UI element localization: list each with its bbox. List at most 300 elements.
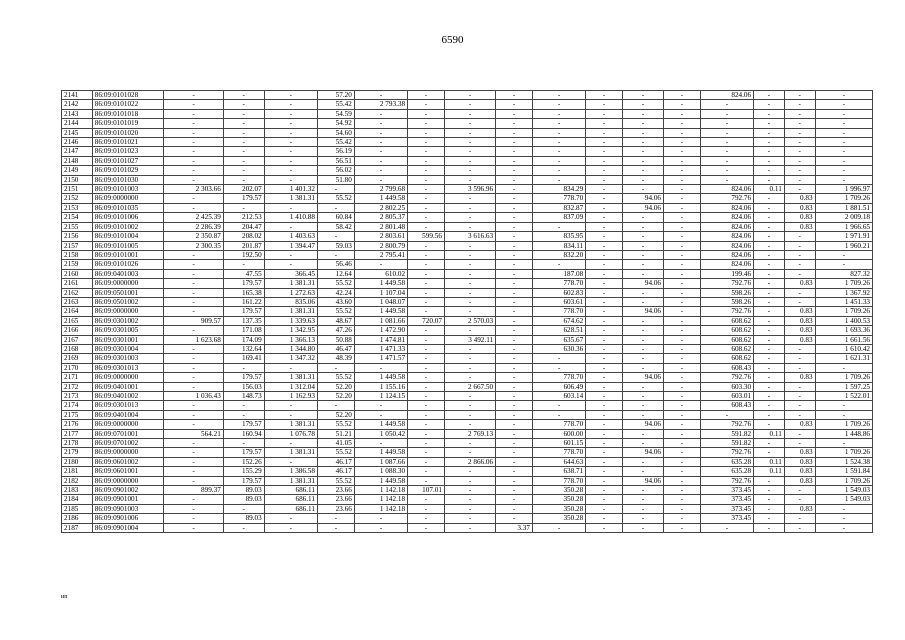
value-cell: - (754, 307, 785, 316)
value-cell: - (623, 495, 664, 504)
value-cell: - (444, 156, 495, 165)
value-cell: - (264, 439, 317, 448)
value-cell: 1 522.01 (815, 392, 872, 401)
cadastral-number-cell: 86:09:0301005 (92, 326, 164, 335)
value-cell: - (164, 504, 223, 513)
value-cell: - (164, 307, 223, 316)
value-cell: - (586, 119, 623, 128)
value-cell: 0.83 (784, 279, 815, 288)
value-cell: - (444, 410, 495, 419)
value-cell: - (664, 504, 701, 513)
value-cell: - (444, 401, 495, 410)
value-cell: - (354, 260, 407, 269)
cadastral-number-cell: 86:09:0101020 (92, 128, 164, 137)
value-cell: - (164, 297, 223, 306)
value-cell: - (444, 467, 495, 476)
row-number-cell: 2146 (62, 138, 93, 147)
table-row (62, 344, 873, 353)
cadastral-number-cell: 86:09:0901003 (92, 504, 164, 513)
value-cell: 792.76 (700, 448, 753, 457)
value-cell: - (408, 166, 445, 175)
value-cell: - (164, 448, 223, 457)
value-cell: - (754, 119, 785, 128)
value-cell: - (815, 410, 872, 419)
value-cell: 824.06 (700, 250, 753, 259)
value-cell: 792.76 (700, 279, 753, 288)
value-cell: - (623, 269, 664, 278)
cadastral-number-cell: 86:09:0101029 (92, 166, 164, 175)
value-cell: 373.45 (700, 486, 753, 495)
value-cell: - (784, 250, 815, 259)
value-cell: - (586, 232, 623, 241)
cadastral-number-cell: 86:09:0101028 (92, 91, 164, 100)
table-row (62, 100, 873, 109)
table-row (62, 495, 873, 504)
value-cell: - (623, 241, 664, 250)
value-cell: 0.83 (784, 307, 815, 316)
value-cell: 1 623.68 (164, 335, 223, 344)
value-cell: 674.62 (532, 316, 585, 325)
value-cell: - (354, 363, 407, 372)
page-number: 6590 (441, 34, 464, 46)
table-row (62, 448, 873, 457)
value-cell: - (164, 523, 223, 532)
value-cell: - (444, 109, 495, 118)
value-cell: - (700, 147, 753, 156)
value-cell: 824.06 (700, 185, 753, 194)
value-cell: 608.62 (700, 354, 753, 363)
value-cell: 792.76 (700, 420, 753, 429)
value-cell: 638.71 (532, 467, 585, 476)
value-cell: - (496, 373, 533, 382)
value-cell: - (496, 260, 533, 269)
value-cell: 1 449.58 (354, 279, 407, 288)
value-cell: 1 036.43 (164, 392, 223, 401)
table-row (62, 316, 873, 325)
value-cell: 1 381.31 (264, 194, 317, 203)
value-cell: 1 381.31 (264, 307, 317, 316)
value-cell: - (164, 260, 223, 269)
cadastral-number-cell: 86:09:0000000 (92, 448, 164, 457)
value-cell: 51.21 (317, 429, 354, 438)
value-cell: 2 805.37 (354, 213, 407, 222)
table-row (62, 363, 873, 372)
value-cell: 1 401.32 (264, 185, 317, 194)
value-cell: - (784, 166, 815, 175)
value-cell: 608.62 (700, 344, 753, 353)
row-number-cell: 2164 (62, 307, 93, 316)
value-cell: 1 124.15 (354, 392, 407, 401)
value-cell: 192.50 (223, 250, 264, 259)
value-cell: - (444, 260, 495, 269)
value-cell: - (223, 363, 264, 372)
value-cell: - (815, 128, 872, 137)
value-cell: - (623, 166, 664, 175)
table-row (62, 467, 873, 476)
row-number-cell: 2145 (62, 128, 93, 137)
cadastral-number-cell: 86:09:0101019 (92, 119, 164, 128)
value-cell: - (664, 335, 701, 344)
value-cell: - (664, 495, 701, 504)
table-row (62, 128, 873, 137)
table-row (62, 119, 873, 128)
value-cell: 51.80 (317, 175, 354, 184)
value-cell: - (408, 260, 445, 269)
value-cell: 1 367.92 (815, 288, 872, 297)
value-cell: - (164, 119, 223, 128)
table-row (62, 203, 873, 212)
value-cell: - (664, 486, 701, 495)
value-cell: - (164, 156, 223, 165)
value-cell: - (496, 213, 533, 222)
value-cell: - (784, 138, 815, 147)
value-cell: 608.62 (700, 335, 753, 344)
value-cell: - (664, 429, 701, 438)
value-cell: - (754, 175, 785, 184)
table-row (62, 156, 873, 165)
value-cell: 54.92 (317, 119, 354, 128)
value-cell: - (623, 185, 664, 194)
value-cell: - (784, 269, 815, 278)
value-cell: - (264, 363, 317, 372)
cadastral-number-cell: 86:09:0101035 (92, 203, 164, 212)
row-number-cell: 2183 (62, 486, 93, 495)
value-cell: - (408, 156, 445, 165)
value-cell: - (664, 392, 701, 401)
value-cell: - (586, 128, 623, 137)
value-cell: - (700, 410, 753, 419)
value-cell: 89.03 (223, 495, 264, 504)
value-cell: 778.70 (532, 194, 585, 203)
value-cell: - (784, 297, 815, 306)
value-cell: 366.45 (264, 269, 317, 278)
value-cell: 778.70 (532, 476, 585, 485)
value-cell: 47.55 (223, 269, 264, 278)
value-cell: - (586, 504, 623, 513)
value-cell: - (223, 166, 264, 175)
value-cell: 1 610.42 (815, 344, 872, 353)
row-number-cell: 2169 (62, 354, 93, 363)
value-cell: - (164, 194, 223, 203)
table-row (62, 138, 873, 147)
value-cell: 610.02 (354, 269, 407, 278)
row-number-cell: 2170 (62, 363, 93, 372)
value-cell: - (664, 307, 701, 316)
value-cell: 1 449.58 (354, 194, 407, 203)
value-cell: - (496, 486, 533, 495)
cadastral-number-cell: 86:09:0501001 (92, 288, 164, 297)
value-cell: 602.83 (532, 288, 585, 297)
value-cell: - (223, 203, 264, 212)
value-cell: - (586, 486, 623, 495)
value-cell: - (784, 232, 815, 241)
value-cell: - (408, 288, 445, 297)
value-cell: - (623, 156, 664, 165)
value-cell: - (586, 185, 623, 194)
value-cell: 2 803.61 (354, 232, 407, 241)
value-cell: - (754, 486, 785, 495)
value-cell: - (586, 222, 623, 231)
value-cell: - (164, 410, 223, 419)
value-cell: - (496, 91, 533, 100)
value-cell: 1 449.58 (354, 307, 407, 316)
table-row (62, 250, 873, 259)
value-cell: - (664, 194, 701, 203)
value-cell: - (317, 523, 354, 532)
value-cell: 94.06 (623, 448, 664, 457)
value-cell: 41.05 (317, 439, 354, 448)
value-cell: - (408, 279, 445, 288)
value-cell: - (754, 147, 785, 156)
value-cell: - (496, 194, 533, 203)
value-cell: - (784, 241, 815, 250)
value-cell: 824.06 (700, 260, 753, 269)
value-cell: - (586, 401, 623, 410)
value-cell: - (664, 279, 701, 288)
value-cell: - (164, 100, 223, 109)
value-cell: - (664, 523, 701, 532)
value-cell: - (408, 373, 445, 382)
value-cell: - (532, 410, 585, 419)
row-number-cell: 2177 (62, 429, 93, 438)
value-cell: 0.11 (754, 185, 785, 194)
value-cell: - (354, 410, 407, 419)
value-cell: - (815, 147, 872, 156)
value-cell: 564.21 (164, 429, 223, 438)
value-cell: 212.53 (223, 213, 264, 222)
value-cell: - (408, 439, 445, 448)
value-cell: 23.66 (317, 504, 354, 513)
value-cell: - (408, 269, 445, 278)
value-cell: 179.57 (223, 194, 264, 203)
value-cell: - (586, 147, 623, 156)
value-cell: - (444, 269, 495, 278)
value-cell: - (623, 213, 664, 222)
value-cell: 179.57 (223, 307, 264, 316)
value-cell: - (164, 373, 223, 382)
cadastral-number-cell: 86:09:0000000 (92, 279, 164, 288)
value-cell: 1 996.97 (815, 185, 872, 194)
cadastral-number-cell: 86:09:0401002 (92, 392, 164, 401)
value-cell: - (700, 175, 753, 184)
value-cell: 179.57 (223, 373, 264, 382)
value-cell: - (444, 213, 495, 222)
value-cell: - (586, 457, 623, 466)
value-cell: 148.73 (223, 392, 264, 401)
value-cell: 1 339.63 (264, 316, 317, 325)
value-cell: - (223, 100, 264, 109)
value-cell: - (784, 363, 815, 372)
value-cell: - (623, 232, 664, 241)
row-number-cell: 2172 (62, 382, 93, 391)
value-cell: 824.06 (700, 241, 753, 250)
value-cell: - (784, 147, 815, 156)
value-cell: - (664, 382, 701, 391)
value-cell: - (496, 429, 533, 438)
value-cell: 50.88 (317, 335, 354, 344)
row-number-cell: 2157 (62, 241, 93, 250)
value-cell: 199.46 (700, 269, 753, 278)
value-cell: 54.59 (317, 109, 354, 118)
value-cell: - (700, 109, 753, 118)
value-cell: - (623, 344, 664, 353)
cadastral-number-cell: 86:09:0901006 (92, 514, 164, 523)
value-cell: - (586, 269, 623, 278)
value-cell: - (317, 203, 354, 212)
value-cell: - (223, 91, 264, 100)
value-cell: - (354, 91, 407, 100)
value-cell: - (623, 457, 664, 466)
value-cell: 835.95 (532, 232, 585, 241)
value-cell: - (754, 194, 785, 203)
value-cell: 12.64 (317, 269, 354, 278)
value-cell: - (317, 185, 354, 194)
cadastral-number-cell: 86:09:0101030 (92, 175, 164, 184)
row-number-cell: 2186 (62, 514, 93, 523)
value-cell: - (223, 175, 264, 184)
value-cell: - (623, 288, 664, 297)
value-cell: - (623, 316, 664, 325)
value-cell: - (754, 138, 785, 147)
value-cell: - (754, 373, 785, 382)
value-cell: - (264, 91, 317, 100)
row-number-cell: 2155 (62, 222, 93, 231)
value-cell: - (496, 514, 533, 523)
value-cell: 94.06 (623, 307, 664, 316)
value-cell: - (815, 504, 872, 513)
row-number-cell: 2185 (62, 504, 93, 513)
cadastral-number-cell: 86:09:0000000 (92, 373, 164, 382)
value-cell: - (496, 401, 533, 410)
value-cell: - (164, 128, 223, 137)
value-cell: - (815, 250, 872, 259)
row-number-cell: 2149 (62, 166, 93, 175)
value-cell: - (623, 100, 664, 109)
value-cell: 1 366.13 (264, 335, 317, 344)
row-number-cell: 2180 (62, 457, 93, 466)
value-cell: 54.60 (317, 128, 354, 137)
value-cell: - (264, 138, 317, 147)
value-cell: 0.83 (784, 213, 815, 222)
value-cell: - (664, 354, 701, 363)
value-cell: - (496, 448, 533, 457)
value-cell: 1 142.18 (354, 486, 407, 495)
value-cell: - (754, 297, 785, 306)
value-cell: - (223, 128, 264, 137)
value-cell: 187.08 (532, 269, 585, 278)
value-cell: - (754, 448, 785, 457)
value-cell: 1 381.31 (264, 279, 317, 288)
value-cell: - (444, 222, 495, 231)
value-cell: 107.01 (408, 486, 445, 495)
value-cell: - (496, 166, 533, 175)
value-cell: - (586, 194, 623, 203)
value-cell: 160.94 (223, 429, 264, 438)
value-cell: - (586, 420, 623, 429)
value-cell: 1 471.57 (354, 354, 407, 363)
value-cell: - (815, 401, 872, 410)
value-cell: - (532, 354, 585, 363)
value-cell: - (164, 344, 223, 353)
value-cell: - (586, 100, 623, 109)
value-cell: 834.11 (532, 241, 585, 250)
value-cell: - (444, 523, 495, 532)
value-cell: - (754, 476, 785, 485)
row-number-cell: 2176 (62, 420, 93, 429)
value-cell: - (164, 420, 223, 429)
value-cell: - (496, 439, 533, 448)
row-number-cell: 2144 (62, 119, 93, 128)
value-cell: 171.08 (223, 326, 264, 335)
value-cell: - (444, 392, 495, 401)
row-number-cell: 2182 (62, 476, 93, 485)
value-cell: - (496, 307, 533, 316)
value-cell: - (664, 232, 701, 241)
value-cell: - (664, 128, 701, 137)
value-cell: - (264, 457, 317, 466)
value-cell: - (264, 514, 317, 523)
table-row (62, 457, 873, 466)
value-cell: - (586, 297, 623, 306)
value-cell: 152.26 (223, 457, 264, 466)
value-cell: 47.26 (317, 326, 354, 335)
value-cell: - (354, 514, 407, 523)
value-cell: 1 155.16 (354, 382, 407, 391)
table-row (62, 91, 873, 100)
value-cell: - (586, 439, 623, 448)
value-cell: - (444, 344, 495, 353)
value-cell: - (754, 363, 785, 372)
table-row (62, 392, 873, 401)
value-cell: - (586, 429, 623, 438)
row-number-cell: 2181 (62, 467, 93, 476)
value-cell: - (623, 119, 664, 128)
value-cell: - (664, 401, 701, 410)
value-cell: - (164, 514, 223, 523)
value-cell: - (623, 109, 664, 118)
cadastral-number-cell: 86:09:0101003 (92, 185, 164, 194)
value-cell: - (264, 166, 317, 175)
value-cell: 59.03 (317, 241, 354, 250)
value-cell: 2 866.06 (444, 457, 495, 466)
value-cell: 827.32 (815, 269, 872, 278)
value-cell: - (164, 467, 223, 476)
value-cell: 1 451.33 (815, 297, 872, 306)
value-cell: - (623, 401, 664, 410)
value-cell: 46.17 (317, 467, 354, 476)
value-cell: 1 693.36 (815, 326, 872, 335)
row-number-cell: 2153 (62, 203, 93, 212)
value-cell: 204.47 (223, 222, 264, 231)
value-cell: 3 616.63 (444, 232, 495, 241)
value-cell: - (532, 260, 585, 269)
value-cell: 608.43 (700, 363, 753, 372)
value-cell: 792.76 (700, 373, 753, 382)
value-cell: 2 009.18 (815, 213, 872, 222)
value-cell: - (784, 119, 815, 128)
value-cell: 2 769.13 (444, 429, 495, 438)
value-cell: - (754, 288, 785, 297)
row-number-cell: 2179 (62, 448, 93, 457)
value-cell: - (784, 128, 815, 137)
value-cell: 55.52 (317, 448, 354, 457)
value-cell: - (664, 241, 701, 250)
value-cell: 2 350.87 (164, 232, 223, 241)
value-cell: 169.41 (223, 354, 264, 363)
value-cell: - (532, 222, 585, 231)
value-cell: - (496, 138, 533, 147)
cadastral-number-cell: 86:09:0301013 (92, 363, 164, 372)
